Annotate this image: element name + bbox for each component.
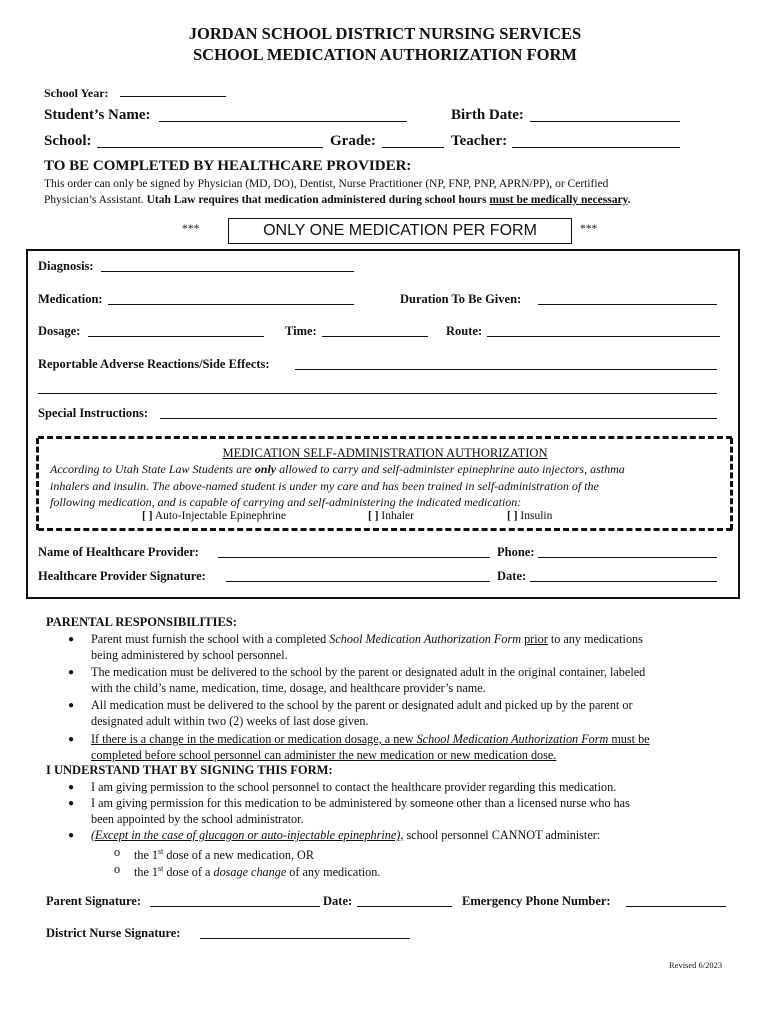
understand-item-3: (Except in the case of glucagon or auto-injectable epinephrine), school personnel CANNOT administer: xyxy=(91,828,601,842)
bullet-icon: ● xyxy=(68,667,75,678)
diagnosis-label: Diagnosis: xyxy=(38,259,94,273)
duration-label: Duration To Be Given: xyxy=(400,292,522,306)
parental-item-4: If there is a change in the medication or medication dosage, a new School Medication Authorization Form must be xyxy=(91,732,650,746)
stars-left: *** xyxy=(182,223,200,235)
adverse-reactions-field[interactable] xyxy=(295,369,717,370)
teacher-field[interactable] xyxy=(512,147,680,148)
checkbox-inhaler[interactable]: [ ] xyxy=(368,510,379,522)
provider-signature-label: Healthcare Provider Signature: xyxy=(38,569,206,583)
provider-date-label: Date: xyxy=(497,569,527,583)
form-title-line1: JORDAN SCHOOL DISTRICT NURSING SERVICES xyxy=(188,24,582,43)
parental-item-3: All medication must be delivered to the school by the parent or designated adult and picked up by the parent or xyxy=(91,698,633,712)
duration-field[interactable] xyxy=(538,304,717,305)
parental-item-3-line2: designated adult within two (2) weeks of last dose given. xyxy=(91,714,369,728)
student-name-label: Student’s Name: xyxy=(44,107,151,123)
birth-date-field[interactable] xyxy=(530,121,680,122)
option-epinephrine[interactable]: [ ] Auto-Injectable Epinephrine xyxy=(142,510,287,522)
nurse-signature-label: District Nurse Signature: xyxy=(46,926,181,940)
one-medication-banner: ONLY ONE MEDICATION PER FORM xyxy=(228,218,572,244)
special-instructions-field[interactable] xyxy=(160,418,717,419)
teacher-label: Teacher: xyxy=(451,133,508,149)
stars-right: *** xyxy=(580,223,598,235)
self-admin-line3: following medication, and is capable of carrying and self-administering the indicated medication: xyxy=(50,495,522,509)
self-admin-title: MEDICATION SELF-ADMINISTRATION AUTHORIZATION xyxy=(222,446,548,460)
provider-date-field[interactable] xyxy=(530,581,717,582)
dosage-field[interactable] xyxy=(88,336,264,337)
self-admin-border-bottom xyxy=(38,528,732,531)
understand-sub-item-1: the 1st dose of a new medication, OR xyxy=(134,847,314,863)
route-field[interactable] xyxy=(487,336,720,337)
option-insulin[interactable]: [ ] Insulin xyxy=(507,510,553,522)
emergency-phone-label: Emergency Phone Number: xyxy=(462,894,611,908)
understand-sub-item-2: the 1st dose of a dosage change of any medication. xyxy=(134,864,381,880)
medication-field[interactable] xyxy=(108,304,354,305)
provider-name-field[interactable] xyxy=(218,557,490,558)
student-name-field[interactable] xyxy=(159,121,407,122)
bullet-icon: ● xyxy=(68,782,75,793)
medication-label: Medication: xyxy=(38,292,103,306)
bullet-icon: ● xyxy=(68,734,75,745)
provider-name-label: Name of Healthcare Provider: xyxy=(38,545,199,559)
self-admin-line2: inhalers and insulin. The above-named student is under my care and has been trained in self-administration of the xyxy=(50,479,599,493)
understand-item-2-line2: been appointed by the school administrator. xyxy=(91,812,304,826)
adverse-reactions-label: Reportable Adverse Reactions/Side Effects: xyxy=(38,357,270,371)
parent-date-label: Date: xyxy=(323,894,353,908)
special-instructions-label: Special Instructions: xyxy=(38,406,149,420)
birth-date-label: Birth Date: xyxy=(451,107,524,123)
diagnosis-field[interactable] xyxy=(101,271,354,272)
parental-item-1: Parent must furnish the school with a completed School Medication Authorization Form prior to any medications xyxy=(91,632,643,646)
bullet-icon: ● xyxy=(68,700,75,711)
emergency-phone-field[interactable] xyxy=(626,906,726,907)
revision-date: Revised 6/2023 xyxy=(669,960,723,970)
provider-heading: TO BE COMPLETED BY HEALTHCARE PROVIDER: xyxy=(44,158,412,174)
sub-bullet-marker: o xyxy=(114,862,121,876)
route-label: Route: xyxy=(446,324,483,338)
parent-signature-label: Parent Signature: xyxy=(46,894,142,908)
bullet-icon: ● xyxy=(68,830,75,841)
understand-heading: I UNDERSTAND THAT BY SIGNING THIS FORM: xyxy=(46,763,333,777)
self-admin-line1: According to Utah State Law Students are only allowed to carry and self-administer epinephrine auto injectors, asthma xyxy=(50,462,625,476)
provider-intro-line2: Physician’s Assistant. Utah Law requires that medication administered during school hours must be medically necessary. xyxy=(44,194,631,206)
time-field[interactable] xyxy=(322,336,428,337)
parental-heading: PARENTAL RESPONSIBILITIES: xyxy=(46,615,237,629)
understand-item-1: I am giving permission to the school personnel to contact the healthcare provider regarding this medication. xyxy=(91,780,617,794)
school-field[interactable] xyxy=(97,147,323,148)
checkbox-insulin[interactable]: [ ] xyxy=(507,510,518,522)
grade-label: Grade: xyxy=(330,133,376,149)
school-year-field[interactable] xyxy=(120,96,226,97)
form-title-line2: SCHOOL MEDICATION AUTHORIZATION FORM xyxy=(193,45,577,64)
adverse-reactions-field-line2[interactable] xyxy=(38,393,717,394)
school-label: School: xyxy=(44,133,92,149)
understand-item-2: I am giving permission for this medication to be administered by someone other than a licensed nurse who has xyxy=(91,796,630,810)
bullet-icon: ● xyxy=(68,634,75,645)
time-label: Time: xyxy=(285,324,317,338)
parental-item-4-line2: completed before school personnel can administer the new medication or new medication dose. xyxy=(91,748,557,762)
provider-intro-line1: This order can only be signed by Physician (MD, DO), Dentist, Nurse Practitioner (NP, FNP, PNP, APRN/PP), or Certified xyxy=(44,178,609,190)
checkbox-epinephrine[interactable]: [ ] xyxy=(142,510,153,522)
nurse-signature-field[interactable] xyxy=(200,938,410,939)
parental-item-2-line2: with the child’s name, medication, time, dosage, and healthcare provider’s name. xyxy=(91,681,486,695)
school-year-label: School Year: xyxy=(44,86,109,100)
grade-field[interactable] xyxy=(382,147,444,148)
provider-signature-field[interactable] xyxy=(226,581,490,582)
parental-item-1-line2: being administered by school personnel. xyxy=(91,648,288,662)
parent-signature-field[interactable] xyxy=(150,906,320,907)
parental-item-2: The medication must be delivered to the school by the parent or designated adult in the original container, labeled xyxy=(91,665,646,679)
self-admin-border-top xyxy=(38,436,732,439)
sub-bullet-marker: o xyxy=(114,845,121,859)
dosage-label: Dosage: xyxy=(38,324,81,338)
provider-phone-field[interactable] xyxy=(538,557,717,558)
parent-date-field[interactable] xyxy=(357,906,452,907)
provider-phone-label: Phone: xyxy=(497,545,535,559)
bullet-icon: ● xyxy=(68,798,75,809)
option-inhaler[interactable]: [ ] Inhaler xyxy=(368,510,414,522)
